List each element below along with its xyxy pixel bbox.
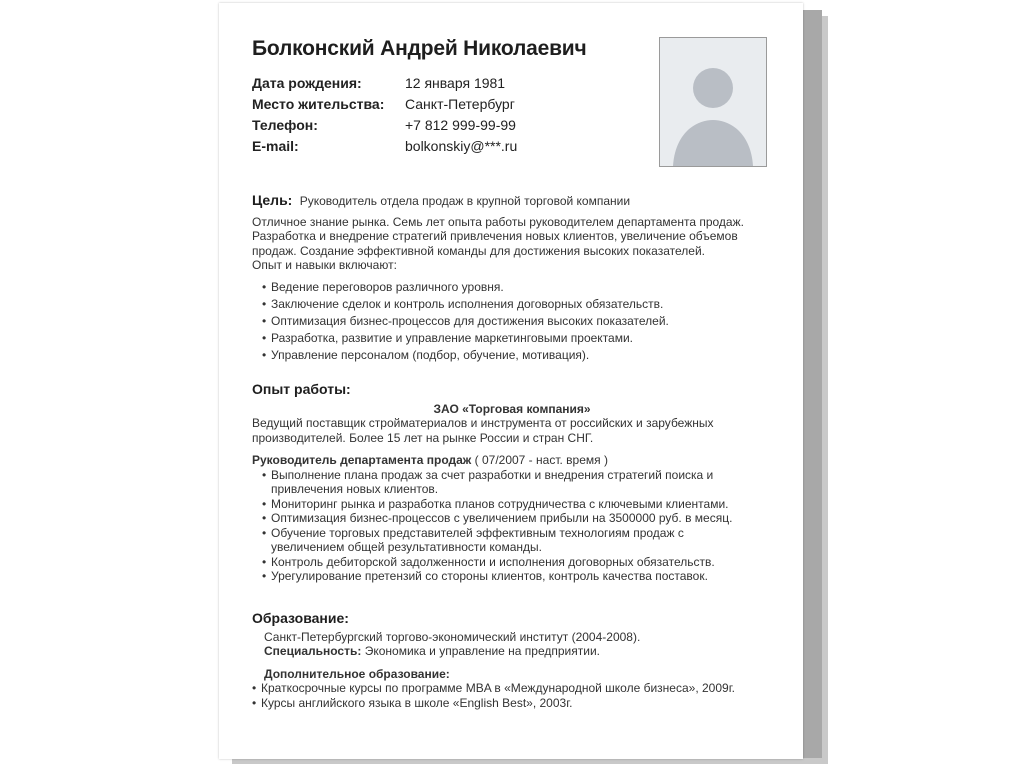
phone-label: Телефон: — [252, 117, 318, 133]
duties-list — [262, 468, 792, 584]
summary-line: Отличное знание рынка. Семь лет опыта работы руководителем департамента продаж. — [252, 214, 744, 229]
duty-item: • Мониторинг рынка и разработка планов сотрудничества с ключевыми клиентами. — [262, 497, 792, 512]
education-institution: Санкт-Петербургский торгово-экономический институт (2004-2008). — [264, 629, 641, 644]
resume-page — [219, 3, 803, 759]
specialty-line — [264, 644, 792, 659]
goal-text: Руководитель отдела продаж в крупной торговой компании — [299, 194, 631, 208]
goal-section — [252, 193, 792, 364]
company-desc-line: производителей. Более 15 лет на рынке России и стран СНГ. — [252, 430, 594, 445]
additional-education-item: • Курсы английского языка в школе «English Best», 2003г. — [252, 696, 792, 711]
duty-item: • Обучение торговых представителей эффективным технологиям продаж с увеличением общей результативности команды. — [262, 526, 792, 555]
specialty-label: Специальность: — [264, 644, 362, 658]
skill-item: • Оптимизация бизнес-процессов для достижения высоких показателей. — [262, 313, 792, 330]
company-desc-line: Ведущий поставщик стройматериалов и инструмента от российских и зарубежных — [252, 416, 714, 430]
company-name: ЗАО «Торговая компания» — [433, 401, 591, 416]
skill-item: • Управление персоналом (подбор, обучение, мотивация). — [262, 347, 792, 364]
contact-values — [405, 73, 517, 157]
birth-date-label: Дата рождения: — [252, 75, 362, 91]
summary-line: Разработка и внедрение стратегий привлечения новых клиентов, увеличение объемов — [252, 229, 738, 243]
duty-item: • Оптимизация бизнес-процессов с увеличением прибыли на 3500000 руб. в месяц. — [262, 511, 792, 526]
candidate-name: Болконский Андрей Николаевич — [252, 37, 587, 60]
email-value: bolkonskiy@***.ru — [405, 138, 518, 154]
specialty-value: Экономика и управление на предприятии. — [364, 644, 600, 658]
skill-item: • Разработка, развитие и управление маркетинговыми проектами. — [262, 330, 792, 347]
experience-section — [252, 382, 792, 584]
portrait-placeholder-icon — [659, 37, 767, 167]
duty-item: • Контроль дебиторской задолженности и исполнения договорных обязательств. — [262, 555, 792, 570]
additional-education-heading: Дополнительное образование: — [264, 666, 450, 681]
residence-value: Санкт-Петербург — [405, 96, 515, 112]
skills-list — [262, 279, 792, 364]
phone-value: +7 812 999-99-99 — [405, 117, 516, 133]
additional-education-item: • Краткосрочные курсы по программе MBA в «Международной школе бизнеса», 2009г. — [252, 681, 792, 696]
summary-line: продаж. Создание эффективной команды для достижения высоких показателей. — [252, 243, 705, 258]
goal-label: Цель: — [252, 192, 293, 208]
contact-labels — [252, 73, 384, 157]
email-label: E-mail: — [252, 138, 299, 154]
additional-education-list — [252, 681, 792, 710]
position-period: ( 07/2007 - наст. время ) — [474, 453, 608, 467]
position-line — [252, 453, 792, 468]
skill-item: • Ведение переговоров различного уровня. — [262, 279, 792, 296]
duty-item: • Выполнение плана продаж за счет разработки и внедрения стратегий поиска и привлечения новых клиентов. — [262, 468, 792, 497]
education-section — [252, 611, 792, 710]
position-title: Руководитель департамента продаж — [252, 453, 472, 467]
birth-date-value: 12 января 1981 — [405, 75, 506, 91]
duty-item: • Урегулирование претензий со стороны клиентов, контроль качества поставок. — [262, 569, 792, 584]
skill-item: • Заключение сделок и контроль исполнения договорных обязательств. — [262, 296, 792, 313]
summary-line: Опыт и навыки включают: — [252, 258, 397, 272]
residence-label: Место жительства: — [252, 96, 385, 112]
experience-heading: Опыт работы: — [252, 381, 351, 397]
education-heading: Образование: — [252, 610, 349, 626]
